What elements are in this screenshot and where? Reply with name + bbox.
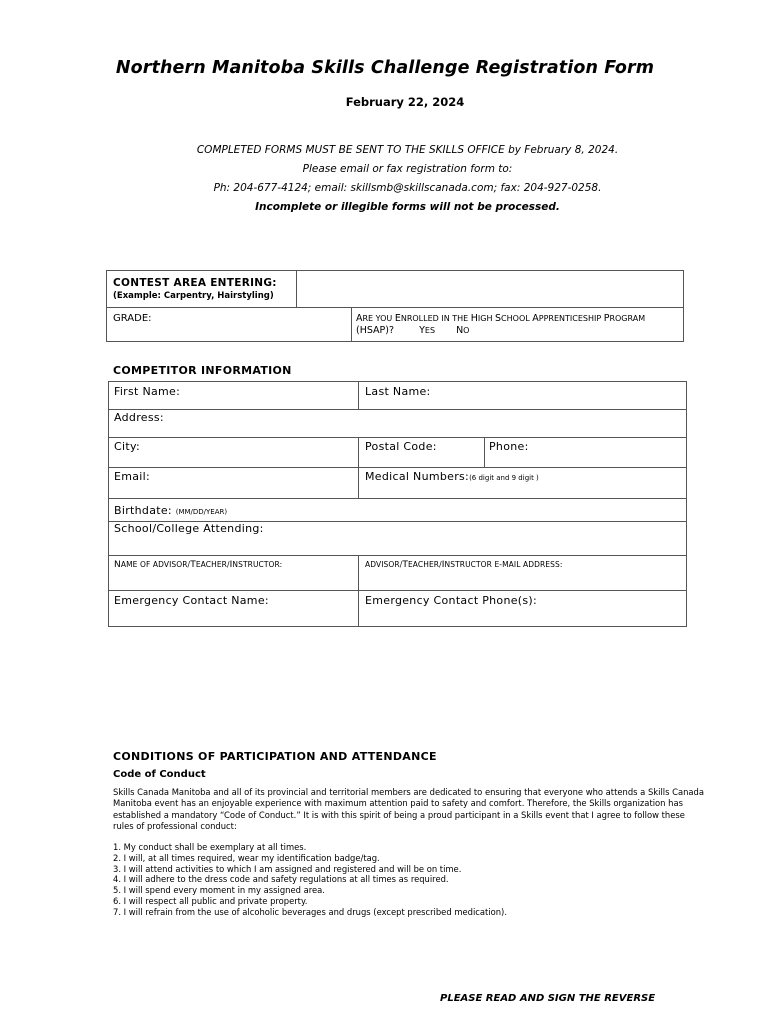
notice-contact: Ph: 204-677-4124; email: skillsmb@skillscanada.com; fax: 204-927-0258.: [213, 182, 602, 194]
birthdate-hint: (MM/DD/YEAR): [175, 508, 228, 516]
notice-warning: Incomplete or illegible forms will not be processed.: [255, 201, 560, 213]
page-title: Northern Manitoba Skills Challenge Registration Form: [115, 58, 655, 78]
list-item: 5. I will spend every moment in my assigned area.: [113, 885, 325, 896]
last-name-field[interactable]: Last Name:: [365, 385, 431, 398]
list-item: 3. I will attend activities to which I am assigned and registered and will be on time.: [113, 863, 462, 874]
divider: [109, 409, 686, 410]
divider: [358, 437, 359, 498]
address-field[interactable]: Address:: [114, 411, 164, 424]
list-item: 1. My conduct shall be exemplary at all times.: [113, 842, 307, 852]
phone-field[interactable]: Phone:: [489, 440, 529, 453]
divider: [358, 555, 359, 627]
form-date: February 22, 2024: [345, 95, 465, 109]
list-item: 2. I will, at all times required, wear my identification badge/tag.: [113, 852, 380, 863]
medical-numbers-hint: (6 digit and 9 digit ): [469, 474, 539, 482]
code-of-conduct-rules: [113, 842, 705, 918]
grade-field[interactable]: [167, 311, 347, 337]
divider: [109, 498, 686, 499]
advisor-name-field[interactable]: NAME OF ADVISOR/TEACHER/INSTRUCTOR:: [114, 560, 283, 570]
divider: [351, 307, 352, 341]
advisor-email-field[interactable]: ADVISOR/TEACHER/INSTRUCTOR E-MAIL ADDRESS:: [365, 560, 563, 570]
divider: [109, 467, 686, 468]
school-field[interactable]: School/College Attending:: [114, 522, 264, 535]
city-field[interactable]: City:: [114, 440, 140, 453]
notice-deadline: COMPLETED FORMS MUST BE SENT TO THE SKILLS OFFICE by February 8, 2024.: [196, 144, 619, 156]
code-of-conduct-paragraph: Skills Canada Manitoba and all of its provincial and territorial members are dedicated to ensuring that everyone who attends a Skills Canada Manitoba event has an enjoyable experience with maximum attention paid to safety and comfort. Therefore, the Skills organization has established a mandatory “Code of Conduct.” It is with this spirit of being a proud participant in a Skills event that I agree to follow these rules of professional conduct:: [113, 787, 705, 832]
divider: [484, 437, 485, 467]
emergency-contact-phone-field[interactable]: Emergency Contact Phone(s):: [365, 594, 538, 607]
hsap-yes-option[interactable]: YES: [419, 325, 436, 336]
divider: [296, 271, 297, 307]
notice-instructions: Please email or fax registration form to:: [302, 163, 513, 175]
divider: [109, 555, 686, 556]
medical-numbers-field[interactable]: Medical Numbers:(6 digit and 9 digit ): [365, 470, 539, 483]
postal-code-field[interactable]: Postal Code:: [365, 440, 437, 453]
competitor-section-title: COMPETITOR INFORMATION: [113, 364, 292, 377]
contest-table: [106, 270, 684, 342]
list-item: 7. I will refrain from the use of alcoholic beverages and drugs (except prescribed medication).: [113, 906, 507, 917]
list-item: 6. I will respect all public and private property.: [113, 895, 308, 906]
email-field[interactable]: Email:: [114, 470, 151, 483]
birthdate-field[interactable]: Birthdate: (MM/DD/YEAR): [114, 504, 228, 517]
contest-area-field[interactable]: [301, 275, 681, 303]
divider: [358, 382, 359, 409]
hsap-no-option[interactable]: NO: [456, 325, 470, 336]
grade-label: GRADE:: [113, 313, 152, 324]
competitor-table: [108, 381, 687, 627]
hsap-question: ARE YOU ENROLLED IN THE HIGH SCHOOL APPRENTICESHIP PROGRAM (HSAP)? YES NO: [356, 313, 646, 336]
emergency-contact-name-field[interactable]: Emergency Contact Name:: [114, 594, 269, 607]
first-name-field[interactable]: First Name:: [114, 385, 181, 398]
code-of-conduct-title: Code of Conduct: [113, 769, 206, 780]
contest-area-label: CONTEST AREA ENTERING: (Example: Carpentry, Hairstyling): [113, 277, 277, 301]
contest-area-example: (Example: Carpentry, Hairstyling): [113, 291, 274, 301]
divider: [109, 437, 686, 438]
footer-note: PLEASE READ AND SIGN THE REVERSE: [440, 993, 656, 1004]
divider: [107, 307, 683, 308]
conditions-title: CONDITIONS OF PARTICIPATION AND ATTENDANCE: [113, 750, 437, 763]
divider: [109, 590, 686, 591]
list-item: 4. I will adhere to the dress code and safety regulations at all times as required.: [113, 874, 449, 885]
